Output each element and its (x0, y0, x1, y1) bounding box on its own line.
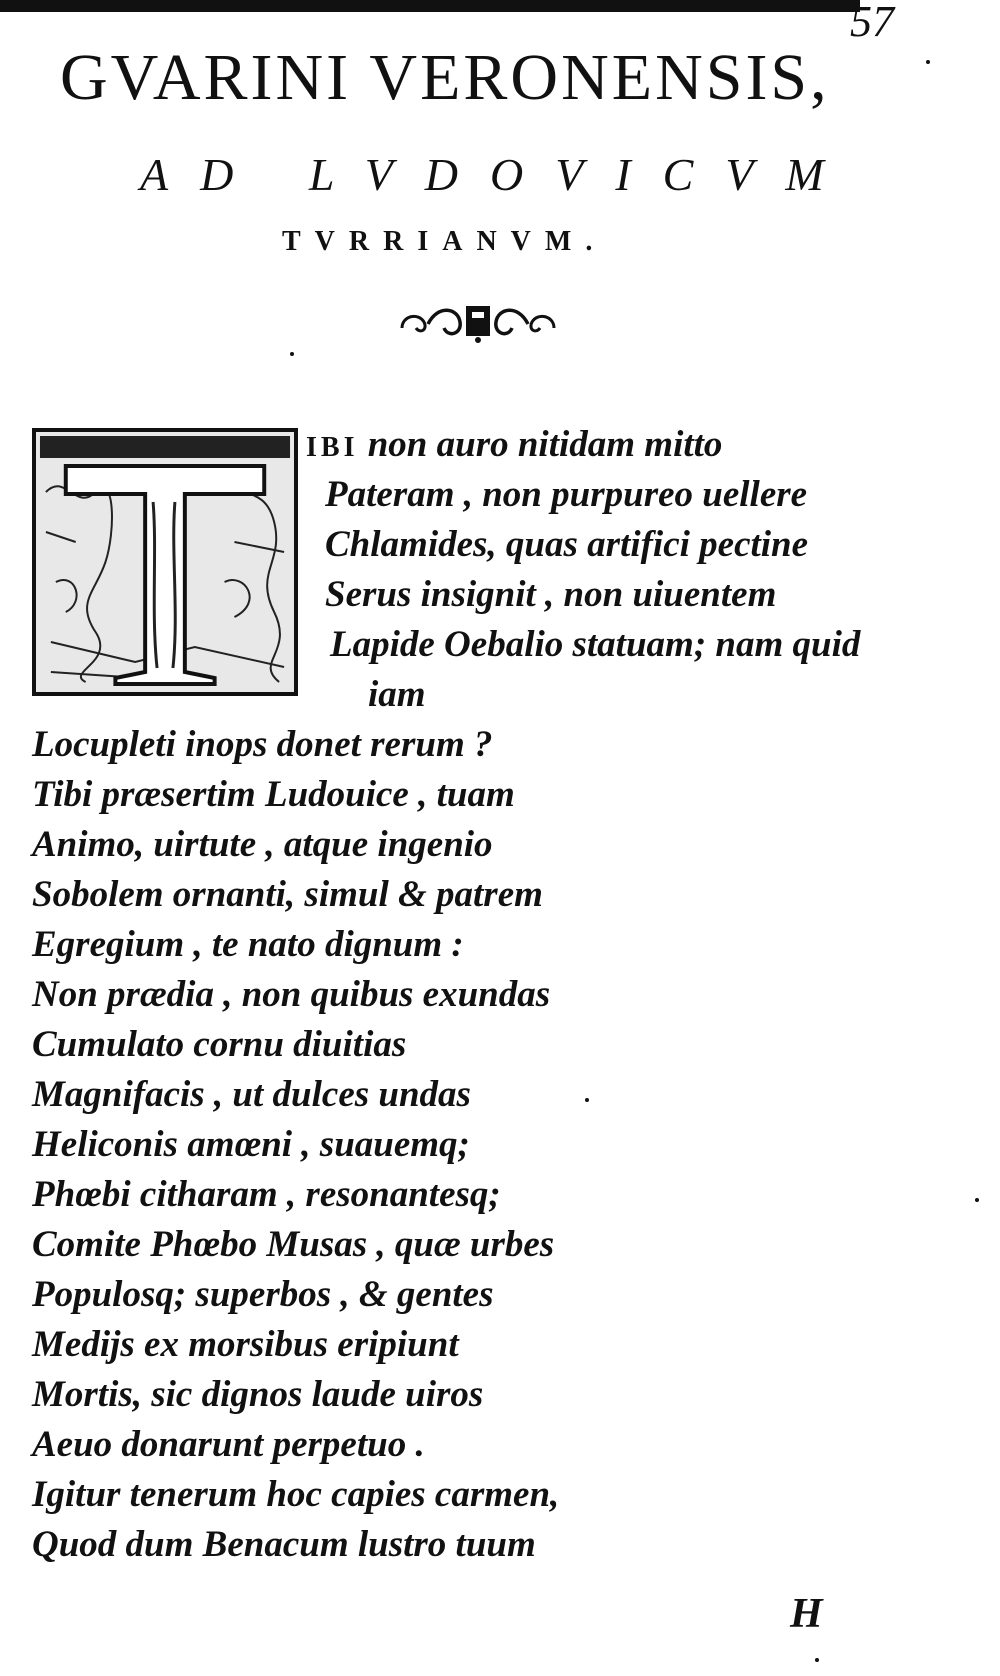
ink-speck (290, 352, 294, 356)
poem-line-1-text: non auro nitidam mitto (367, 424, 723, 465)
poem-line-5: Lapide Oebalio statuam; nam quid (330, 624, 861, 665)
poem-line-16: Phœbi citharam , resonantesq; (32, 1174, 501, 1215)
poem-line-8: Tibi præsertim Ludouice , tuam (32, 774, 515, 815)
top-border (0, 0, 860, 12)
poem-line-4: Serus insignit , non uiuentem (325, 574, 777, 615)
poem-line-1 (306, 420, 722, 473)
subtitle-line-2: TVRRIANVM. (282, 226, 607, 257)
poem-line-14: Magnifacis , ut dulces undas (32, 1074, 471, 1115)
subtitle-line-1: AD LVDOVICVM (140, 149, 856, 200)
poem-line-20: Mortis, sic dignos laude uiros (32, 1374, 484, 1415)
ink-speck (926, 60, 930, 64)
ink-speck (815, 1658, 819, 1662)
poem-line-13: Cumulato cornu diuitias (32, 1024, 407, 1065)
poem-line-21: Aeuo donarunt perpetuo . (32, 1424, 425, 1465)
poem-line-12: Non prædia , non quibus exundas (32, 974, 551, 1015)
page-title: GVARINI VERONENSIS, (60, 41, 830, 114)
page-number: 57 (850, 0, 894, 46)
poem-line-17: Comite Phœbo Musas , quæ urbes (32, 1224, 555, 1265)
poem-line-2: Pateram , non purpureo uellere (325, 474, 808, 515)
poem-line-11: Egregium , te nato dignum : (32, 924, 464, 965)
decorated-initial-T-icon (32, 428, 298, 696)
ink-speck (585, 1098, 589, 1102)
poem-line-15: Heliconis amœni , suauemq; (32, 1124, 470, 1165)
poem-first-word: IBI (306, 432, 359, 463)
poem-line-9: Animo, uirtute , atque ingenio (32, 824, 493, 865)
signature-mark: H (790, 1591, 823, 1637)
poem-line-23: Quod dum Benacum lustro tuum (32, 1524, 536, 1565)
ink-speck (975, 1198, 979, 1202)
poem-line-19: Medijs ex morsibus eripiunt (32, 1324, 459, 1365)
fleuron-ornament-icon (398, 298, 558, 344)
poem-line-7: Locupleti inops donet rerum ? (32, 724, 493, 765)
poem-line-10: Sobolem ornanti, simul & patrem (32, 874, 543, 915)
poem-line-6: iam (368, 674, 426, 715)
poem-line-22: Igitur tenerum hoc capies carmen, (32, 1474, 560, 1515)
poem-line-3: Chlamides, quas artifici pectine (325, 524, 809, 565)
poem-line-18: Populosq; superbos , & gentes (32, 1274, 494, 1315)
